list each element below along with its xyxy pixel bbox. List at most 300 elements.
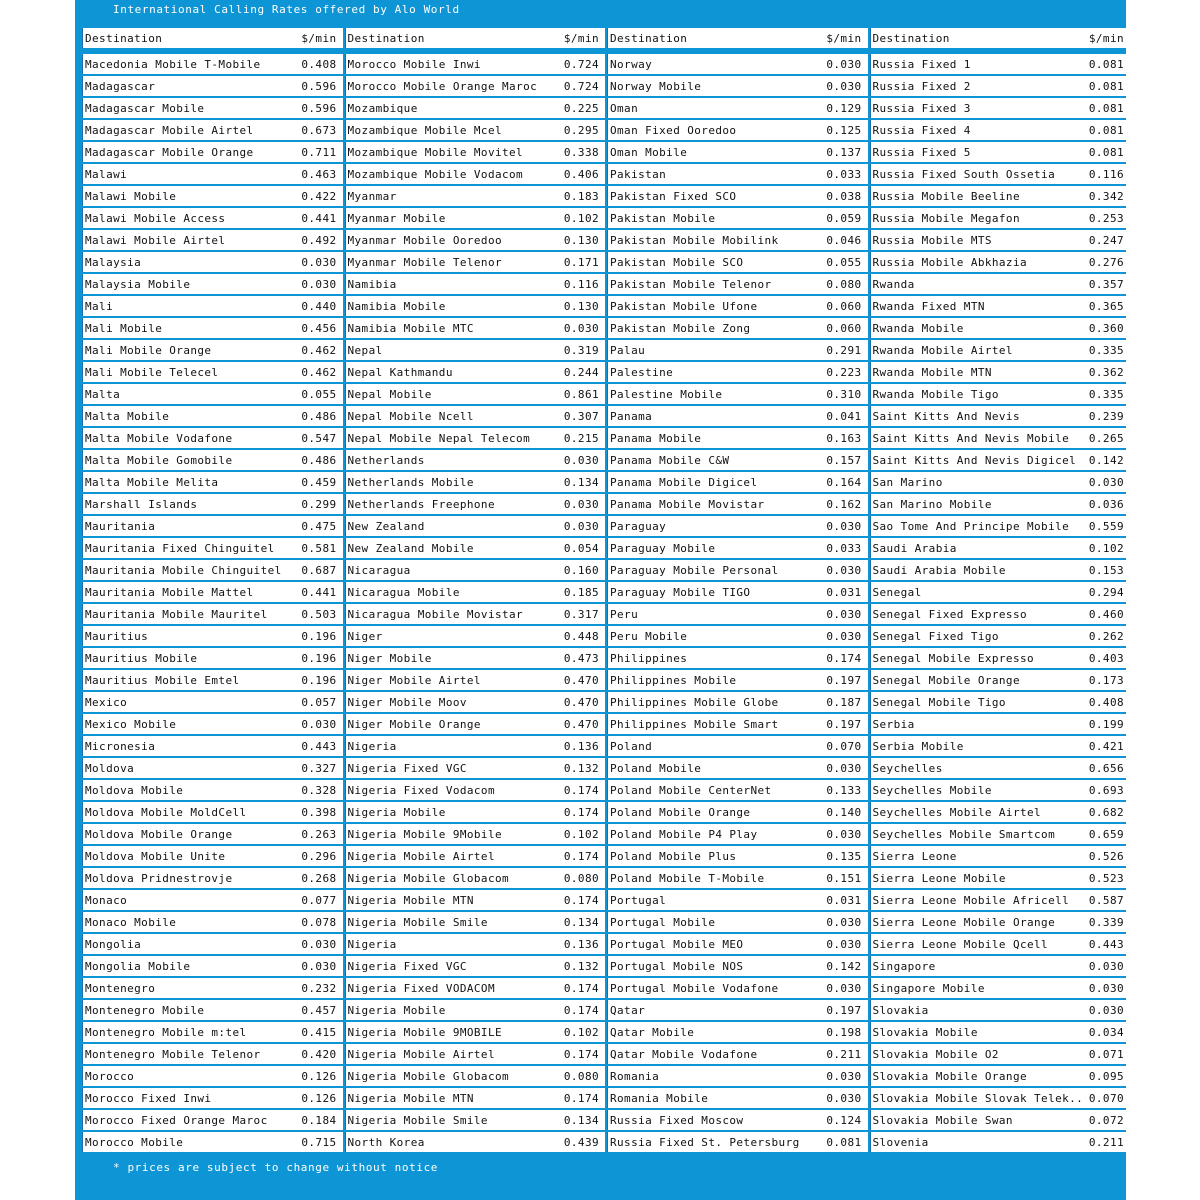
table-row: [345, 538, 606, 558]
destination-name: Namibia Mobile: [347, 299, 446, 313]
destination-header: Destination: [610, 31, 688, 45]
rate-value: 0.440: [301, 299, 337, 313]
table-row: [870, 362, 1131, 382]
rate-value: 0.475: [301, 519, 337, 533]
table-row: [607, 1022, 868, 1042]
table-row: [82, 538, 343, 558]
destination-name: Saudi Arabia: [872, 541, 957, 555]
rate-header: $/min: [1088, 31, 1124, 45]
table-row: [82, 120, 343, 140]
rate-value: 0.296: [301, 849, 337, 863]
destination-name: Moldova Mobile MoldCell: [85, 805, 247, 819]
destination-name: Mauritius: [85, 629, 149, 643]
table-row: [607, 758, 868, 778]
destination-name: Portugal Mobile Vodafone: [610, 981, 779, 995]
rate-value: 0.030: [301, 959, 337, 973]
table-row: [82, 428, 343, 448]
rate-value: 0.596: [301, 79, 337, 93]
table-row: [345, 626, 606, 646]
table-row: [345, 340, 606, 360]
rate-value: 0.174: [563, 805, 599, 819]
destination-name: Nicaragua: [347, 563, 411, 577]
table-row: [345, 1132, 606, 1152]
destination-name: Mexico: [85, 695, 128, 709]
column-header: [607, 28, 868, 48]
rate-value: 0.687: [301, 563, 337, 577]
destination-name: Mali Mobile Telecel: [85, 365, 219, 379]
destination-name: Russia Fixed Moscow: [610, 1113, 744, 1127]
rate-value: 0.215: [563, 431, 599, 445]
rate-value: 0.421: [1088, 739, 1124, 753]
rate-value: 0.134: [563, 915, 599, 929]
destination-name: Pakistan Mobile SCO: [610, 255, 744, 269]
table-row: [870, 670, 1131, 690]
rate-value: 0.054: [563, 541, 599, 555]
table-row: [345, 164, 606, 184]
rate-value: 0.174: [563, 893, 599, 907]
destination-name: Sierra Leone Mobile Orange: [872, 915, 1056, 929]
destination-name: Nigeria: [347, 937, 397, 951]
destination-name: Nigeria Mobile MTN: [347, 893, 474, 907]
destination-name: Niger: [347, 629, 383, 643]
rate-value: 0.328: [301, 783, 337, 797]
table-row: [870, 1132, 1131, 1152]
destination-name: Myanmar: [347, 189, 397, 203]
destination-header: Destination: [347, 31, 425, 45]
rate-value: 0.291: [826, 343, 862, 357]
destination-name: Rwanda Mobile Tigo: [872, 387, 999, 401]
table-row: [607, 516, 868, 536]
table-row: [345, 1000, 606, 1020]
destination-name: Panama: [610, 409, 653, 423]
table-row: [870, 978, 1131, 998]
rate-value: 0.126: [301, 1091, 337, 1105]
table-row: [870, 1022, 1131, 1042]
rate-value: 0.422: [301, 189, 337, 203]
destination-name: Malta Mobile: [85, 409, 170, 423]
destination-name: Rwanda: [872, 277, 915, 291]
destination-name: Seychelles: [872, 761, 943, 775]
destination-name: Nepal Mobile Nepal Telecom: [347, 431, 531, 445]
destination-name: Senegal Fixed Expresso: [872, 607, 1027, 621]
destination-name: Slovenia: [872, 1135, 929, 1149]
rate-value: 0.030: [1088, 1003, 1124, 1017]
table-row: [607, 274, 868, 294]
table-row: [607, 1110, 868, 1130]
rate-value: 0.362: [1088, 365, 1124, 379]
table-row: [607, 890, 868, 910]
table-row: [870, 1088, 1131, 1108]
table-row: [607, 670, 868, 690]
rate-value: 0.174: [563, 1091, 599, 1105]
table-row: [870, 252, 1131, 272]
table-row: [82, 296, 343, 316]
destination-name: Mali Mobile Orange: [85, 343, 212, 357]
table-row: [870, 912, 1131, 932]
table-row: [870, 626, 1131, 646]
rate-value: 0.078: [301, 915, 337, 929]
table-row: [82, 142, 343, 162]
destination-name: Nigeria Mobile MTN: [347, 1091, 474, 1105]
rate-value: 0.225: [563, 101, 599, 115]
destination-name: Sierra Leone Mobile Africell: [872, 893, 1070, 907]
rate-value: 0.459: [301, 475, 337, 489]
table-row: [870, 802, 1131, 822]
destination-name: Slovakia Mobile Orange: [872, 1069, 1027, 1083]
table-row: [607, 472, 868, 492]
destination-name: Qatar Mobile: [610, 1025, 695, 1039]
table-row: [345, 670, 606, 690]
destination-name: Serbia Mobile: [872, 739, 964, 753]
table-row: [82, 76, 343, 96]
table-row: [870, 186, 1131, 206]
rate-value: 0.162: [826, 497, 862, 511]
table-row: [345, 186, 606, 206]
destination-name: Morocco Mobile Orange Maroc: [347, 79, 538, 93]
rate-value: 0.033: [826, 167, 862, 181]
destination-name: Sierra Leone Mobile Qcell: [872, 937, 1049, 951]
rate-value: 0.174: [563, 1047, 599, 1061]
destination-name: Senegal Mobile Tigo: [872, 695, 1006, 709]
table-row: [607, 428, 868, 448]
rate-value: 0.030: [826, 915, 862, 929]
destination-name: Netherlands Mobile: [347, 475, 474, 489]
destination-name: Madagascar Mobile Orange: [85, 145, 254, 159]
destination-name: Panama Mobile C&W: [610, 453, 730, 467]
table-row: [870, 296, 1131, 316]
table-row: [345, 582, 606, 602]
rate-value: 0.134: [563, 1113, 599, 1127]
destination-name: Myanmar Mobile Ooredoo: [347, 233, 502, 247]
rate-value: 0.030: [563, 453, 599, 467]
table-row: [607, 318, 868, 338]
rate-value: 0.030: [826, 607, 862, 621]
disclaimer-note: * prices are subject to change without notice: [113, 1161, 439, 1174]
destination-name: Slovakia Mobile: [872, 1025, 978, 1039]
rate-value: 0.335: [1088, 387, 1124, 401]
table-row: [345, 1044, 606, 1064]
rate-value: 0.102: [563, 1025, 599, 1039]
table-row: [607, 1000, 868, 1020]
table-row: [82, 582, 343, 602]
table-row: [607, 736, 868, 756]
table-row: [870, 340, 1131, 360]
rate-value: 0.059: [826, 211, 862, 225]
table-row: [607, 560, 868, 580]
table-row: [870, 604, 1131, 624]
destination-name: Nigeria Mobile 9MOBILE: [347, 1025, 502, 1039]
rate-value: 0.415: [301, 1025, 337, 1039]
rate-value: 0.036: [1088, 497, 1124, 511]
rate-value: 0.046: [826, 233, 862, 247]
rate-value: 0.030: [563, 497, 599, 511]
destination-name: Saint Kitts And Nevis Digicel: [872, 453, 1077, 467]
destination-name: Nigeria Mobile Globacom: [347, 1069, 510, 1083]
table-row: [345, 516, 606, 536]
table-row: [607, 1044, 868, 1064]
rate-value: 0.174: [563, 783, 599, 797]
destination-name: Nigeria Mobile Globacom: [347, 871, 510, 885]
rate-value: 0.136: [563, 937, 599, 951]
destination-name: Nigeria Fixed VGC: [347, 959, 467, 973]
rate-value: 0.153: [1088, 563, 1124, 577]
rate-value: 0.184: [301, 1113, 337, 1127]
destination-name: Namibia Mobile MTC: [347, 321, 474, 335]
table-row: [870, 868, 1131, 888]
rate-value: 0.136: [563, 739, 599, 753]
rate-value: 0.360: [1088, 321, 1124, 335]
table-row: [870, 736, 1131, 756]
rate-value: 0.031: [826, 585, 862, 599]
table-row: [82, 1110, 343, 1130]
table-row: [82, 54, 343, 74]
destination-name: Slovakia: [872, 1003, 929, 1017]
destination-name: Russia Fixed St. Petersburg: [610, 1135, 800, 1149]
table-row: [82, 340, 343, 360]
destination-name: Qatar Mobile Vodafone: [610, 1047, 758, 1061]
rate-value: 0.030: [826, 629, 862, 643]
table-row: [82, 252, 343, 272]
destination-name: Panama Mobile: [610, 431, 702, 445]
destination-header: Destination: [85, 31, 163, 45]
table-row: [345, 406, 606, 426]
destination-name: Morocco Mobile: [85, 1135, 184, 1149]
rate-value: 0.724: [563, 79, 599, 93]
rates-column-4: [870, 28, 1133, 1154]
rate-value: 0.711: [301, 145, 337, 159]
destination-name: Nigeria Fixed Vodacom: [347, 783, 495, 797]
rate-value: 0.335: [1088, 343, 1124, 357]
rate-value: 0.142: [826, 959, 862, 973]
rate-value: 0.030: [301, 937, 337, 951]
table-row: [870, 384, 1131, 404]
rate-value: 0.724: [563, 57, 599, 71]
destination-name: Peru: [610, 607, 639, 621]
table-row: [345, 1066, 606, 1086]
rate-value: 0.055: [301, 387, 337, 401]
destination-name: Russia Mobile MTS: [872, 233, 992, 247]
destination-name: Malaysia: [85, 255, 142, 269]
rate-value: 0.441: [301, 211, 337, 225]
table-row: [345, 472, 606, 492]
table-row: [345, 142, 606, 162]
destination-name: Sierra Leone: [872, 849, 957, 863]
table-row: [82, 186, 343, 206]
rate-value: 0.132: [563, 761, 599, 775]
destination-name: Russia Fixed 2: [872, 79, 971, 93]
rate-value: 0.448: [563, 629, 599, 643]
destination-name: Norway: [610, 57, 653, 71]
destination-name: Singapore Mobile: [872, 981, 985, 995]
table-row: [82, 1066, 343, 1086]
rate-value: 0.457: [301, 1003, 337, 1017]
column-header: [82, 28, 343, 48]
rate-value: 0.463: [301, 167, 337, 181]
table-row: [82, 604, 343, 624]
table-row: [870, 428, 1131, 448]
table-row: [82, 648, 343, 668]
destination-name: Mongolia: [85, 937, 142, 951]
rate-value: 0.030: [563, 519, 599, 533]
destination-name: Malta Mobile Vodafone: [85, 431, 233, 445]
rate-value: 0.033: [826, 541, 862, 555]
rate-value: 0.406: [563, 167, 599, 181]
destination-name: Myanmar Mobile: [347, 211, 446, 225]
column-header: [870, 28, 1131, 48]
table-row: [870, 208, 1131, 228]
rate-value: 0.656: [1088, 761, 1124, 775]
rate-value: 0.071: [1088, 1047, 1124, 1061]
destination-name: Marshall Islands: [85, 497, 198, 511]
destination-name: Senegal Fixed Tigo: [872, 629, 999, 643]
table-row: [870, 450, 1131, 470]
destination-name: Moldova Mobile Orange: [85, 827, 233, 841]
destination-name: Peru Mobile: [610, 629, 688, 643]
table-row: [82, 230, 343, 250]
rate-value: 0.102: [1088, 541, 1124, 555]
table-row: [82, 472, 343, 492]
rate-value: 0.030: [826, 761, 862, 775]
table-row: [82, 692, 343, 712]
rate-value: 0.030: [826, 57, 862, 71]
table-row: [345, 934, 606, 954]
rate-value: 0.294: [1088, 585, 1124, 599]
rate-value: 0.055: [826, 255, 862, 269]
rate-value: 0.307: [563, 409, 599, 423]
rate-value: 0.030: [1088, 959, 1124, 973]
rate-value: 0.263: [301, 827, 337, 841]
rate-value: 0.295: [563, 123, 599, 137]
destination-name: Mozambique: [347, 101, 418, 115]
destination-name: Russia Fixed 4: [872, 123, 971, 137]
rate-value: 0.030: [826, 827, 862, 841]
destination-name: Poland Mobile: [610, 761, 702, 775]
rate-value: 0.197: [826, 673, 862, 687]
rate-value: 0.486: [301, 409, 337, 423]
rate-value: 0.134: [563, 475, 599, 489]
rate-value: 0.403: [1088, 651, 1124, 665]
rate-value: 0.116: [1088, 167, 1124, 181]
rate-value: 0.102: [563, 827, 599, 841]
rate-value: 0.174: [563, 981, 599, 995]
destination-name: Seychelles Mobile Smartcom: [872, 827, 1056, 841]
table-row: [607, 252, 868, 272]
destination-name: Nigeria Mobile Smile: [347, 915, 488, 929]
rate-value: 0.265: [1088, 431, 1124, 445]
rate-value: 0.268: [301, 871, 337, 885]
destination-name: Morocco: [85, 1069, 135, 1083]
table-row: [345, 208, 606, 228]
destination-name: Netherlands Freephone: [347, 497, 495, 511]
table-row: [607, 384, 868, 404]
table-row: [870, 824, 1131, 844]
destination-name: Poland Mobile CenterNet: [610, 783, 772, 797]
destination-name: Russia Fixed 5: [872, 145, 971, 159]
table-row: [82, 956, 343, 976]
destination-name: Poland Mobile T-Mobile: [610, 871, 765, 885]
rate-value: 0.030: [826, 79, 862, 93]
rate-value: 0.038: [826, 189, 862, 203]
rate-value: 0.299: [301, 497, 337, 511]
rate-value: 0.420: [301, 1047, 337, 1061]
rate-value: 0.310: [826, 387, 862, 401]
destination-name: Pakistan Mobile Ufone: [610, 299, 758, 313]
destination-name: Mozambique Mobile Movitel: [347, 145, 524, 159]
rate-value: 0.253: [1088, 211, 1124, 225]
rate-value: 0.060: [826, 321, 862, 335]
destination-name: Portugal Mobile NOS: [610, 959, 744, 973]
rate-value: 0.151: [826, 871, 862, 885]
table-row: [345, 362, 606, 382]
table-row: [345, 494, 606, 514]
destination-name: Singapore: [872, 959, 936, 973]
destination-name: Malawi Mobile: [85, 189, 177, 203]
rate-value: 0.030: [826, 981, 862, 995]
column-header: [345, 28, 606, 48]
table-row: [607, 450, 868, 470]
rate-value: 0.327: [301, 761, 337, 775]
destination-name: Nigeria: [347, 739, 397, 753]
destination-name: Pakistan Mobile: [610, 211, 716, 225]
rate-value: 0.196: [301, 673, 337, 687]
rate-value: 0.715: [301, 1135, 337, 1149]
destination-name: Malawi Mobile Airtel: [85, 233, 226, 247]
table-row: [607, 802, 868, 822]
rate-value: 0.673: [301, 123, 337, 137]
rate-value: 0.398: [301, 805, 337, 819]
destination-name: Saint Kitts And Nevis Mobile: [872, 431, 1070, 445]
rate-value: 0.174: [826, 651, 862, 665]
destination-name: Montenegro: [85, 981, 156, 995]
destination-name: Montenegro Mobile Telenor: [85, 1047, 261, 1061]
table-row: [345, 76, 606, 96]
table-row: [870, 142, 1131, 162]
destination-name: Moldova Mobile Unite: [85, 849, 226, 863]
table-row: [345, 1110, 606, 1130]
table-row: [607, 494, 868, 514]
destination-name: Poland Mobile P4 Play: [610, 827, 758, 841]
rate-value: 0.030: [1088, 981, 1124, 995]
destination-name: Nigeria Mobile: [347, 1003, 446, 1017]
destination-name: Russia Mobile Beeline: [872, 189, 1020, 203]
rate-value: 0.338: [563, 145, 599, 159]
table-row: [82, 560, 343, 580]
destination-name: Palau: [610, 343, 646, 357]
rate-value: 0.559: [1088, 519, 1124, 533]
rate-value: 0.171: [563, 255, 599, 269]
destination-header: Destination: [872, 31, 950, 45]
rate-value: 0.470: [563, 673, 599, 687]
table-row: [607, 714, 868, 734]
table-row: [345, 274, 606, 294]
destination-name: Nigeria Mobile: [347, 805, 446, 819]
destination-name: Portugal: [610, 893, 667, 907]
table-row: [870, 1110, 1131, 1130]
table-row: [607, 604, 868, 624]
rate-value: 0.160: [563, 563, 599, 577]
table-row: [870, 76, 1131, 96]
destination-name: Slovakia Mobile Swan: [872, 1113, 1013, 1127]
table-row: [82, 164, 343, 184]
destination-name: Nepal Mobile Ncell: [347, 409, 474, 423]
destination-name: Paraguay Mobile Personal: [610, 563, 779, 577]
rate-value: 0.133: [826, 783, 862, 797]
table-row: [870, 230, 1131, 250]
destination-name: Russia Fixed 1: [872, 57, 971, 71]
destination-name: Senegal Mobile Orange: [872, 673, 1020, 687]
table-row: [82, 758, 343, 778]
rates-column-2: [345, 28, 608, 1154]
